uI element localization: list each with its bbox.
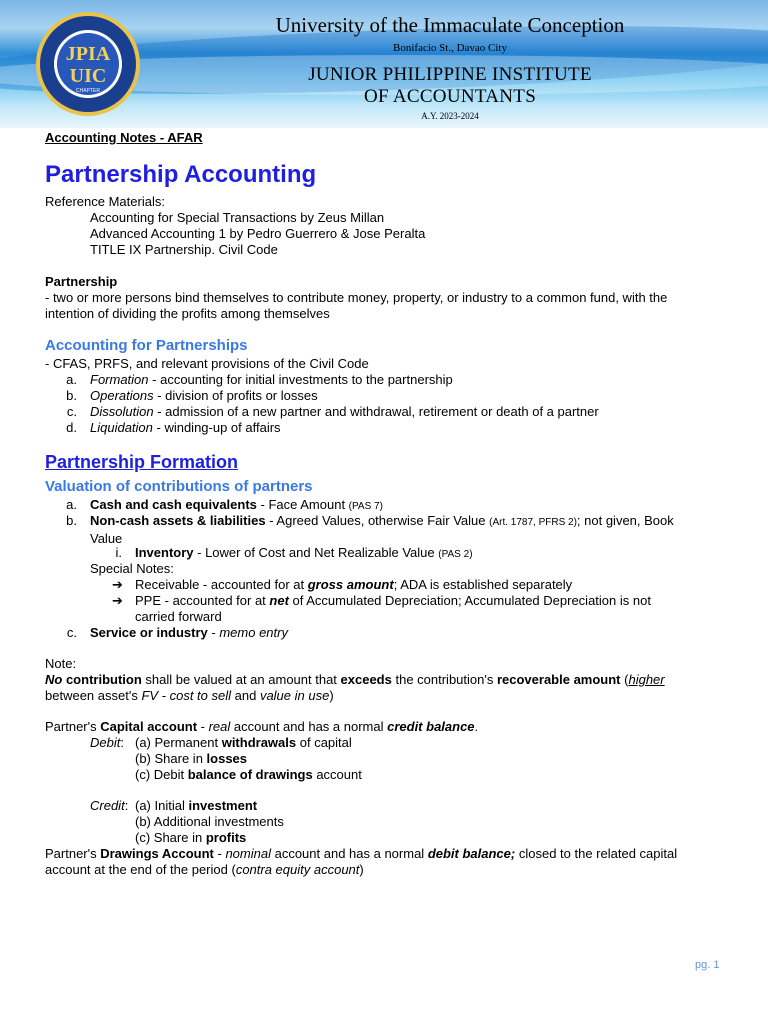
reference-item: Advanced Accounting 1 by Pedro Guerrero & Jose Peralta [90,226,426,241]
list-item: c. Dissolution - admission of a new partner and withdrawal, retirement or death of a partner [66,404,599,419]
partnership-definition: - two or more persons bind themselves to contribute money, property, or industry to a common fund, with the intention of dividing the profits among themselves [45,290,668,321]
special-note-ppe: PPE - accounted for at net of Accumulated Depreciation; Accumulated Depreciation is not carried forward [135,593,651,624]
note-text: No contribution shall be valued at an amount that exceeds the contribution's recoverable amount (higher between asset's FV - cost to sell and value in use) [45,672,665,703]
note-label: Note: [45,656,77,671]
page-number: pg. 1 [695,959,720,971]
list-marker: b. [66,513,77,528]
drawings-account-definition: Partner's Drawings Account - nominal account and has a normal debit balance; closed to the related capital account at the end of the period (contra equity account) [45,846,678,877]
references-heading: Reference Materials: [45,194,165,209]
organization-name: JUNIOR PHILIPPINE INSTITUTE OF ACCOUNTANTS [308,64,592,107]
university-address: Bonifacio St., Davao City [393,42,507,54]
special-notes-label: Special Notes: [90,561,174,576]
notes-label: Accounting Notes - AFAR [45,130,203,145]
arrow-bullet: ➔ [112,593,123,608]
valuation-item-noncash: Non-cash assets & liabilities - Agreed Values, otherwise Fair Value (Art. 1787, PFRS 2); not given, Book Value [90,513,674,546]
partnership-heading: Partnership [45,274,118,289]
svg-text:CHAPTER: CHAPTER [76,88,100,94]
header-banner [0,0,768,128]
page-title: Partnership Accounting [45,161,317,188]
svg-text:UIC: UIC [69,65,107,87]
valuation-item-inventory: Inventory - Lower of Cost and Net Realizable Value (PAS 2) [135,545,473,560]
debit-item: (a) Permanent withdrawals of capital [135,735,352,750]
debit-item: (c) Debit balance of drawings account [135,767,362,782]
credit-item: (a) Initial investment [135,798,258,813]
list-marker: a. [66,497,77,512]
reference-item: TITLE IX Partnership. Civil Code [90,242,278,257]
academic-year: A.Y. 2023-2024 [421,111,479,121]
credit-label: Credit: [90,798,129,813]
accounting-intro: - CFAS, PRFS, and relevant provisions of the Civil Code [45,356,369,371]
university-name: University of the Immaculate Conception [275,13,625,37]
debit-item: (b) Share in losses [135,751,248,766]
special-note-receivable: Receivable - accounted for at gross amount; ADA is established separately [135,577,573,592]
credit-item: (c) Share in profits [135,830,247,845]
list-item: d. Liquidation - winding-up of affairs [66,420,281,435]
list-marker: c. [66,625,77,640]
credit-item: (b) Additional investments [135,814,284,829]
accounting-heading: Accounting for Partnerships [45,337,248,354]
valuation-item-service: Service or industry - memo entry [90,625,288,640]
list-item: a. Formation - accounting for initial investments to the partnership [66,372,453,387]
valuation-item-cash: Cash and cash equivalents - Face Amount (PAS 7) [90,497,383,512]
svg-text:JPIA: JPIA [65,43,111,65]
formation-heading: Partnership Formation [45,452,239,472]
arrow-bullet: ➔ [112,577,123,592]
valuation-subheading: Valuation of contributions of partners [45,478,313,495]
list-marker: i. [115,545,122,560]
reference-item: Accounting for Special Transactions by Zeus Millan [90,210,385,225]
list-item: b. Operations - division of profits or losses [66,388,318,403]
jpia-uic-logo [34,10,142,118]
capital-account-definition: Partner's Capital account - real account and has a normal credit balance. [45,719,479,734]
accounting-list [45,372,725,436]
debit-label: Debit: [90,735,124,750]
